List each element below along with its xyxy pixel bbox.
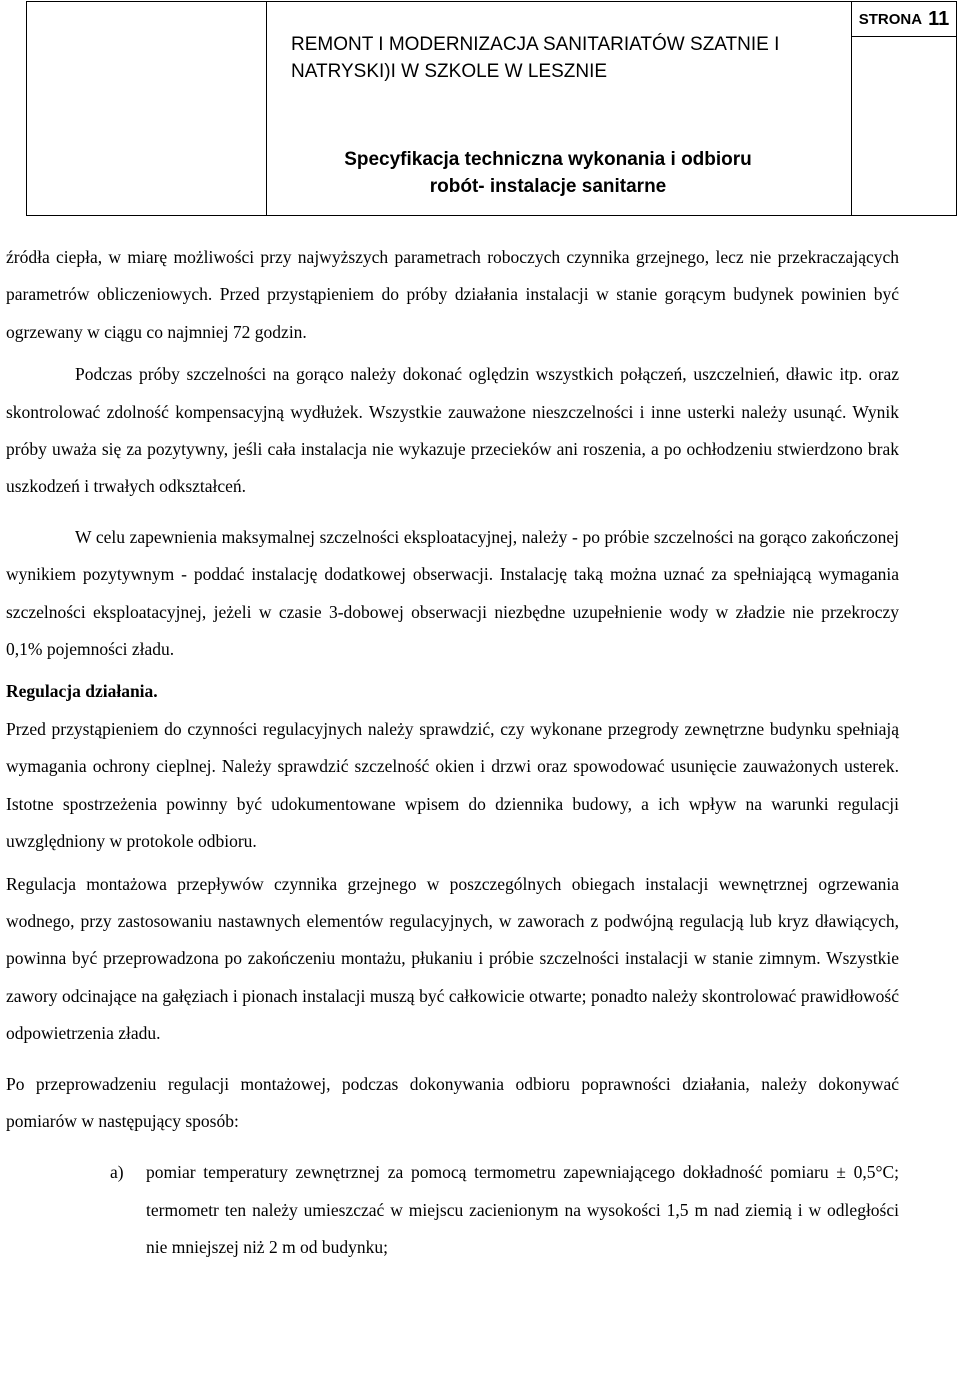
measurement-list <box>6 1154 899 1266</box>
specification-title-line-1: Specyfikacja techniczna wykonania i odbioru <box>344 149 752 170</box>
list-item-text: pomiar temperatury zewnętrznej za pomocą termometru zapewniającego dokładność pomiaru ± 0,5°C; termometr ten należy umieszczać w miejscu zacienionym na wysokości 1,5 m nad ziemią i w odległości nie mniejszej niż 2 m od budynku; <box>146 1162 899 1258</box>
page-label: STRONA <box>858 10 923 28</box>
list-item-marker: a) <box>110 1162 124 1183</box>
paragraph-operational-tightness: W celu zapewnienia maksymalnej szczelności eksploatacyjnej, należy - po próbie szczelności na gorąco zakończonej wynikiem pozytywnym - poddać instalację dodatkowej obserwacji. Instalację taką można uznać za spełniającą wymagania szczelności eksploatacyjnej, jeżeli w czasie 3-dobowej obserwacji niezbędne uzupełnienie wody w zładzie nie przekroczy 0,1% pojemności zładu. <box>6 526 899 660</box>
document-body <box>6 239 899 1267</box>
document-title-line-2: NATRYSKI)I W SZKOLE W LESZNIE <box>291 61 608 82</box>
paragraph-measurements-intro: Po przeprowadzeniu regulacji montażowej, podczas dokonywania odbioru poprawności działania, należy dokonywać pomiarów w następujący sposób: <box>6 1073 899 1131</box>
paragraph-heat-source: źródła ciepła, w miarę możliwości przy najwyższych parametrach roboczych czynnika grzejnego, lecz nie przekraczających parametrów obliczeniowych. Przed przystąpieniem do próby działania instalacji w stanie gorącym budynek powinien być ogrzewany w ciągu co najmniej 72 godzin. <box>6 247 899 342</box>
document-title-line-1: REMONT I MODERNIZACJA SANITARIATÓW SZATNIE I <box>291 34 780 55</box>
list-item <box>6 1154 899 1266</box>
section-heading-regulation: Regulacja działania. <box>6 681 158 702</box>
paragraph-assembly-regulation: Regulacja montażowa przepływów czynnika grzejnego w poszczególnych obiegach instalacji wewnętrznej ogrzewania wodnego, przy zastosowaniu nastawnych elementów regulacyjnych, w zaworach z podwójną regulacją lub kryz dławiących, powinna być przeprowadzona po zakończeniu montażu, płukaniu i próbie szczelności instalacji w stanie zimnym. Wszystkie zawory odcinające na gałęziach i pionach instalacji muszą być całkowicie otwarte; ponadto należy skontrolować prawidłowość odpowietrzenia zładu. <box>6 873 899 1044</box>
page-number: 11 <box>928 7 950 30</box>
specification-title-line-2: robót- instalacje sanitarne <box>429 176 667 197</box>
paragraph-hot-leak-test: Podczas próby szczelności na gorąco należy dokonać oględzin wszystkich połączeń, uszczelnień, dławic itp. oraz skontrolować zdolność kompensacyjną wydłużek. Wszystkie zauważone nieszczelności i inne usterki należy usunąć. Wynik próby uważa się za pozytywny, jeśli cała instalacja nie wykazuje przecieków ani roszenia, a po ochłodzeniu stwierdzono brak uszkodzeń i trwałych odkształceń. <box>6 364 899 497</box>
document-title <box>291 31 831 85</box>
specification-title <box>268 146 828 200</box>
paragraph-pre-regulation-checks: Przed przystąpieniem do czynności regulacyjnych należy sprawdzić, czy wykonane przegrody zewnętrzne budynku spełniają wymagania ochrony cieplnej. Należy sprawdzić szczelność okien i drzwi oraz spowodować usunięcie zauważonych usterek. Istotne spostrzeżenia powinny być udokumentowane wpisem do dziennika budowy, a ich wpływ na warunki regulacji uwzględniony w protokole odbioru. <box>6 718 899 852</box>
page-number-cell <box>852 2 956 37</box>
header-logo-cell <box>27 2 267 215</box>
